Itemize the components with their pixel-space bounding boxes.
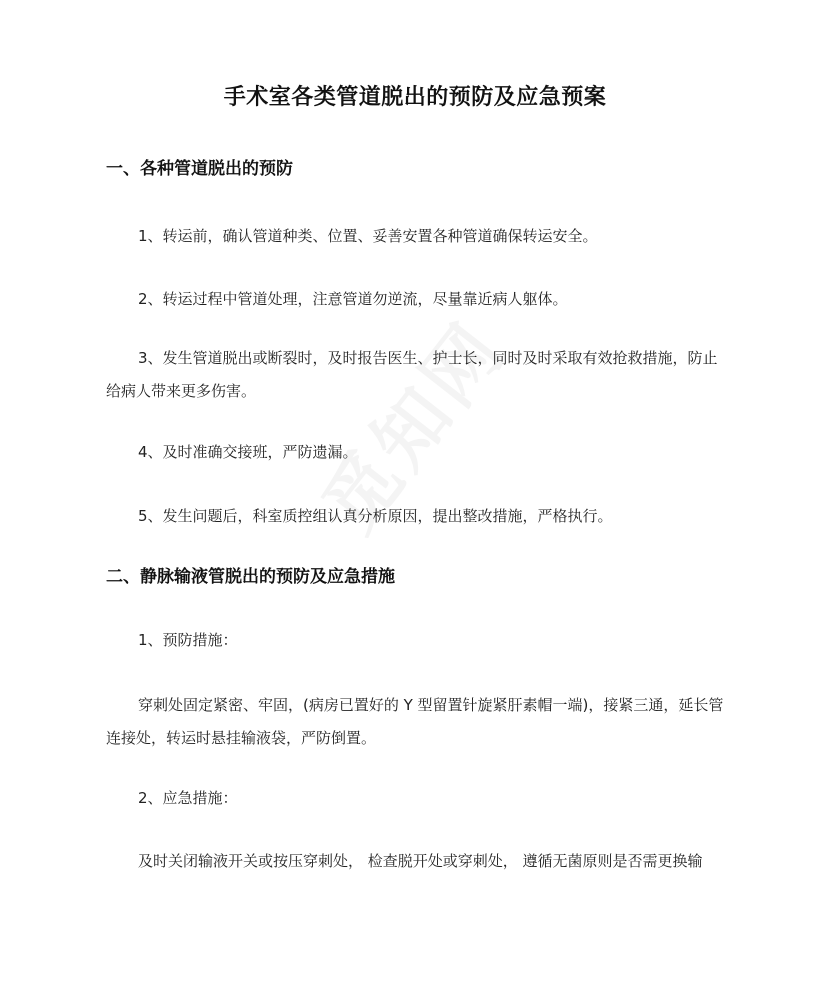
prevention-text: 穿刺处固定紧密、牢固，(病房已置好的 Y 型留置针旋紧肝素帽一端)，接紧三通，延长管连接处，转运时悬挂输液袋，严防倒置。 [106,696,724,747]
section-2-heading: 二、静脉输液管脱出的预防及应急措施 [106,567,395,587]
section-1-item-2: 2、转运过程中管道处理，注意管道勿逆流，尽量靠近病人躯体。 [138,290,568,308]
prevention-label: 1、预防措施： [138,631,238,649]
section-1-item-5: 5、发生问题后，科室质控组认真分析原因，提出整改措施，严格执行。 [138,507,613,525]
emergency-label: 2、应急措施： [138,789,238,807]
section-1-heading: 一、各种管道脱出的预防 [106,159,293,179]
section-1-item-3: 3、发生管道脱出或断裂时，及时报告医生、护士长，同时及时采取有效抢救措施，防止给病人带来更多伤害。 [106,349,718,400]
emergency-text: 及时关闭输液开关或按压穿刺处， 检查脱开处或穿刺处， 遵循无菌原则是否需更换输 [138,852,703,870]
section-1-item-4: 4、及时准确交接班，严防遗漏。 [138,443,358,461]
section-1-item-1: 1、转运前，确认管道种类、位置、妥善安置各种管道确保转运安全。 [138,227,598,245]
document-title: 手术室各类管道脱出的预防及应急预案 [223,85,607,110]
